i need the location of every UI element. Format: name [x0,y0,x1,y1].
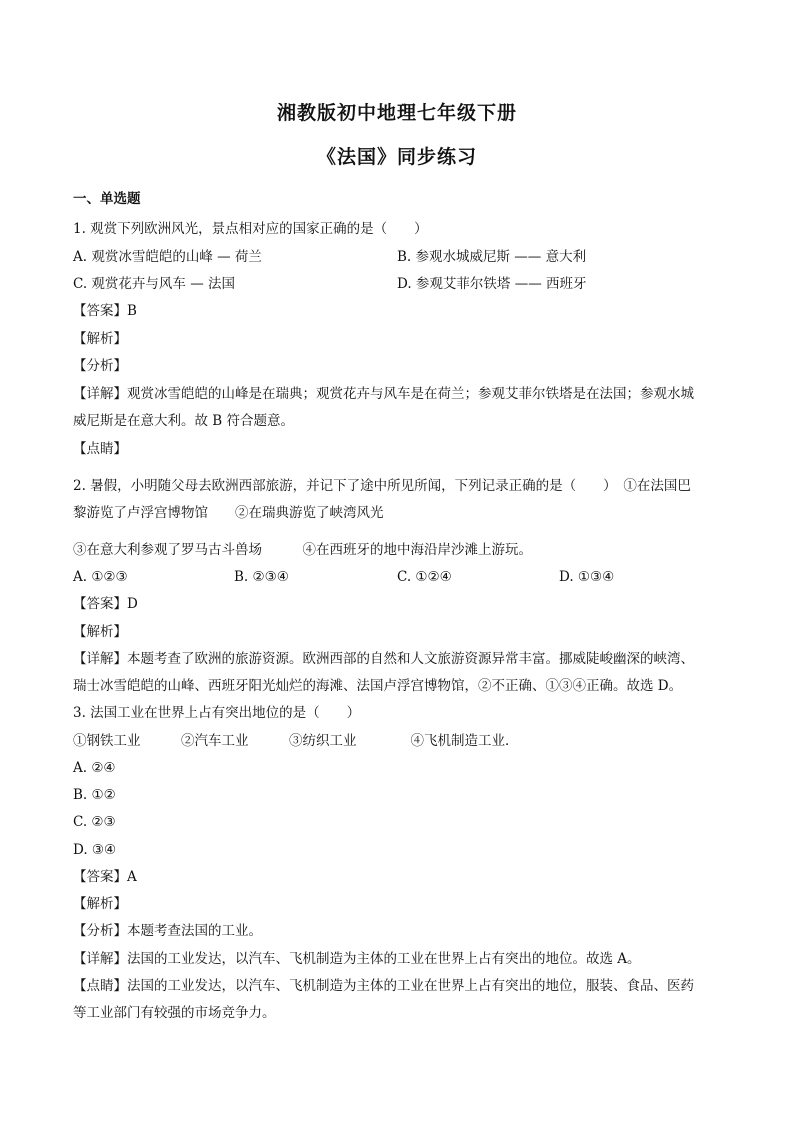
q2-answer: 【答案】D [73,596,138,612]
q3-option-a: A. ②④ [73,760,116,776]
q3-dianjing-line2: 等工业部门有较强的市场竞争力。 [73,1005,276,1021]
section-heading: 一、单选题 [73,191,141,207]
q1-detail-line1: 【详解】观赏冰雪皑皑的山峰是在瑞典；观赏花卉与风车是在荷兰；参观艾菲尔铁塔是在法国；参观水城 [73,386,694,402]
q1-option-b: B. 参观水城威尼斯 —— 意大利 [397,249,587,265]
q3-dianjing-line1: 【点睛】法国的工业发达，以汽车、飞机制造为主体的工业在世界上占有突出的地位，服装、食品、医药 [73,978,694,994]
q1-detail-line2: 威尼斯是在意大利。故 B 符合题意。 [73,413,295,429]
q2-stem-line1: 2. 暑假，小明随父母去欧洲西部旅游，并记下了途中所见所闻，下列记录正确的是（ ） ①在法国巴 [73,478,691,494]
q2-stem-line2: 黎游览了卢浮宫博物馆 ②在瑞典游览了峡湾风光 [73,505,384,521]
q3-fenxi: 【分析】本题考查法国的工业。 [73,923,262,939]
q3-jiexi: 【解析】 [73,896,127,912]
q2-jiexi: 【解析】 [73,624,127,640]
q2-detail-line1: 【详解】本题考查了欧洲的旅游资源。欧洲西部的自然和人文旅游资源异常丰富。挪威陡峻幽深的峡湾、 [73,651,694,667]
q2-option-d: D. ①③④ [559,569,615,585]
q3-answer: 【答案】A [73,869,137,885]
q1-dianjing: 【点睛】 [73,441,127,457]
q1-answer: 【答案】B [73,303,137,319]
q3-stem: 3. 法国工业在世界上占有突出地位的是（ ） [73,705,361,721]
q2-detail-line2: 瑞士冰雪皑皑的山峰、西班牙阳光灿烂的海滩、法国卢浮宫博物馆，②不正确、①③④正确。故选 D。 [73,678,683,694]
q1-jiexi: 【解析】 [73,331,127,347]
q3-detail: 【详解】法国的工业发达，以汽车、飞机制造为主体的工业在世界上占有突出的地位。故选 A。 [73,951,641,967]
q3-option-c: C. ②③ [73,814,116,830]
q1-option-a: A. 观赏冰雪皑皑的山峰 — 荷兰 [73,249,262,265]
document-subtitle: 《法国》同步练习 [316,146,477,168]
q1-stem: 1. 观赏下列欧洲风光，景点相对应的国家正确的是（ ） [73,221,428,237]
q1-option-c: C. 观赏花卉与风车 — 法国 [73,276,236,292]
q2-stem-line3: ③在意大利参观了罗马古斗兽场 ④在西班牙的地中海沿岸沙滩上游玩。 [73,542,532,558]
q1-fenxi: 【分析】 [73,358,127,374]
q1-option-d: D. 参观艾菲尔铁塔 —— 西班牙 [397,276,587,292]
q3-option-d: D. ③④ [73,842,117,858]
q2-option-a: A. ①②③ [73,569,128,585]
q2-option-c: C. ①②④ [397,569,452,585]
q3-option-b: B. ①② [73,787,116,803]
document-title: 湘教版初中地理七年级下册 [276,102,517,124]
q2-option-b: B. ②③④ [234,569,289,585]
q3-items: ①钢铁工业 ②汽车工业 ③纺织工业 ④飞机制造工业． [73,733,519,749]
